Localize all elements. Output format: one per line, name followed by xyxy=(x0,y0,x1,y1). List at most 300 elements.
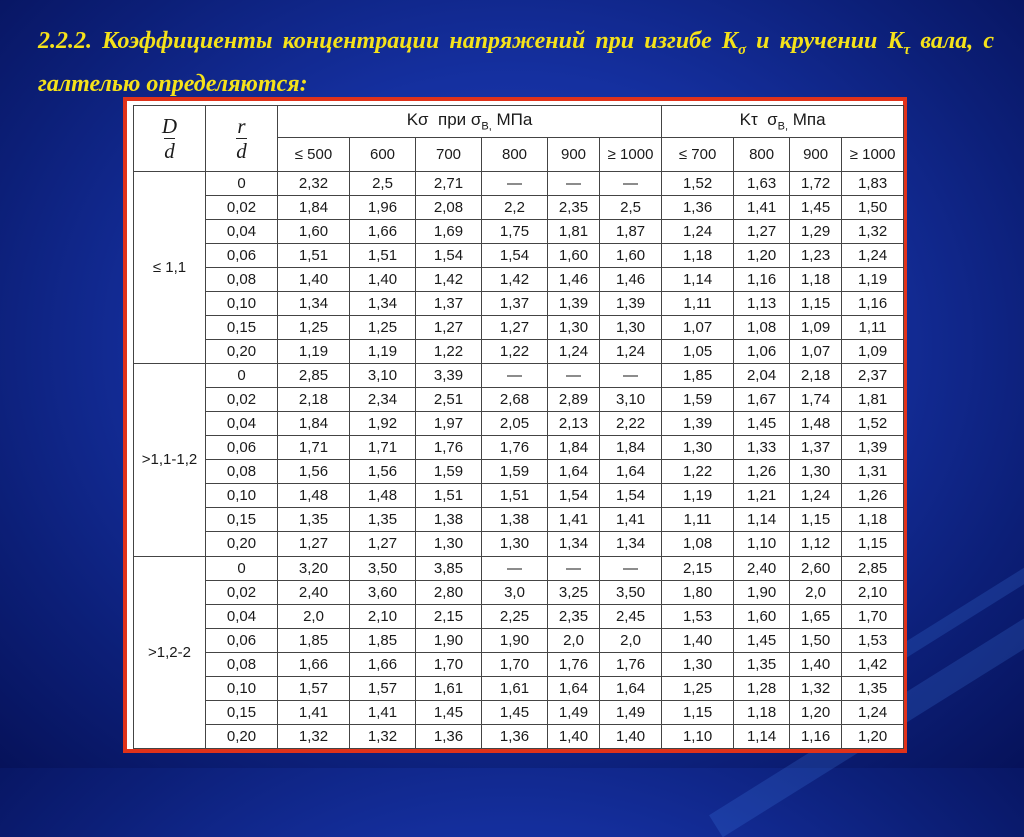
cell-value: 1,40 xyxy=(548,724,600,748)
cell-value: 1,49 xyxy=(548,700,600,724)
cell-value: 1,90 xyxy=(734,580,790,604)
cell-value: 1,48 xyxy=(790,412,842,436)
cell-r-d: 0,20 xyxy=(206,724,278,748)
cell-value: 1,38 xyxy=(416,508,482,532)
cell-value: 1,61 xyxy=(416,676,482,700)
cell-value: 1,32 xyxy=(842,220,904,244)
cell-value: 1,46 xyxy=(600,268,662,292)
table-row xyxy=(134,628,904,652)
cell-value: 1,11 xyxy=(662,508,734,532)
cell-value: 1,45 xyxy=(482,700,548,724)
cell-value: 1,60 xyxy=(548,244,600,268)
cell-value: 1,33 xyxy=(734,436,790,460)
cell-value: — xyxy=(600,556,662,580)
cell-value: 1,42 xyxy=(416,268,482,292)
cell-value: 1,30 xyxy=(662,436,734,460)
cell-value: 1,71 xyxy=(350,436,416,460)
cell-value: 1,59 xyxy=(416,460,482,484)
cell-r-d: 0,10 xyxy=(206,676,278,700)
header-sigma-col: 700 xyxy=(416,138,482,172)
cell-value: 2,10 xyxy=(350,604,416,628)
cell-value: 2,60 xyxy=(790,556,842,580)
cell-value: 1,13 xyxy=(734,292,790,316)
cell-value: 1,52 xyxy=(662,172,734,196)
cell-value: 1,09 xyxy=(842,340,904,364)
cell-value: 1,85 xyxy=(662,364,734,388)
cell-value: 3,0 xyxy=(482,580,548,604)
cell-value: 1,19 xyxy=(842,268,904,292)
header-sigma-col: ≥ 1000 xyxy=(600,138,662,172)
header-sigma-col: 800 xyxy=(482,138,548,172)
cell-value: 1,66 xyxy=(278,652,350,676)
cell-value: 1,30 xyxy=(600,316,662,340)
cell-value: 1,51 xyxy=(482,484,548,508)
cell-value: 1,45 xyxy=(734,412,790,436)
cell-r-d: 0,08 xyxy=(206,652,278,676)
cell-value: 1,27 xyxy=(278,532,350,556)
cell-r-d: 0,06 xyxy=(206,436,278,460)
cell-value: 2,0 xyxy=(600,628,662,652)
cell-r-d: 0,04 xyxy=(206,220,278,244)
table-row xyxy=(134,724,904,748)
cell-value: 2,71 xyxy=(416,172,482,196)
cell-value: 1,26 xyxy=(734,460,790,484)
cell-value: 1,15 xyxy=(662,700,734,724)
cell-value: 2,89 xyxy=(548,388,600,412)
cell-value: 1,42 xyxy=(482,268,548,292)
cell-value: 2,45 xyxy=(600,604,662,628)
cell-value: 2,5 xyxy=(350,172,416,196)
cell-value: 1,27 xyxy=(734,220,790,244)
cell-value: 1,75 xyxy=(482,220,548,244)
cell-value: 2,40 xyxy=(734,556,790,580)
cell-value: 1,32 xyxy=(350,724,416,748)
cell-value: 1,70 xyxy=(482,652,548,676)
cell-value: 2,68 xyxy=(482,388,548,412)
cell-value: 1,59 xyxy=(482,460,548,484)
cell-value: 1,35 xyxy=(350,508,416,532)
cell-value: — xyxy=(482,556,548,580)
cell-value: 1,63 xyxy=(734,172,790,196)
cell-value: 1,36 xyxy=(416,724,482,748)
slide-heading xyxy=(38,24,994,101)
cell-value: 1,56 xyxy=(278,460,350,484)
cell-value: — xyxy=(600,364,662,388)
cell-value: 1,60 xyxy=(278,220,350,244)
cell-value: 1,64 xyxy=(600,676,662,700)
table-row xyxy=(134,484,904,508)
table-row xyxy=(134,556,904,580)
cell-value: 1,27 xyxy=(350,532,416,556)
cell-value: 1,39 xyxy=(842,436,904,460)
cell-value: 1,26 xyxy=(842,484,904,508)
cell-value: 3,20 xyxy=(278,556,350,580)
table-row xyxy=(134,268,904,292)
cell-value: 1,64 xyxy=(548,676,600,700)
cell-value: 2,0 xyxy=(790,580,842,604)
table-row xyxy=(134,340,904,364)
cell-r-d: 0,20 xyxy=(206,532,278,556)
cell-value: 1,36 xyxy=(662,196,734,220)
cell-value: 2,15 xyxy=(662,556,734,580)
cell-value: 1,51 xyxy=(278,244,350,268)
table-row xyxy=(134,388,904,412)
cell-value: 3,25 xyxy=(548,580,600,604)
header-sigma-col: 600 xyxy=(350,138,416,172)
cell-value: 1,76 xyxy=(548,652,600,676)
cell-value: 2,08 xyxy=(416,196,482,220)
cell-value: 1,49 xyxy=(600,700,662,724)
cell-value: 2,34 xyxy=(350,388,416,412)
cell-value: 3,10 xyxy=(350,364,416,388)
cell-value: 3,10 xyxy=(600,388,662,412)
cell-value: 1,50 xyxy=(790,628,842,652)
cell-value: 1,40 xyxy=(350,268,416,292)
cell-value: 1,19 xyxy=(662,484,734,508)
cell-value: 2,2 xyxy=(482,196,548,220)
cell-value: 1,16 xyxy=(734,268,790,292)
cell-value: 1,22 xyxy=(416,340,482,364)
cell-value: 1,61 xyxy=(482,676,548,700)
cell-value: 1,15 xyxy=(790,292,842,316)
table-row xyxy=(134,460,904,484)
cell-value: — xyxy=(548,556,600,580)
cell-value: 2,5 xyxy=(600,196,662,220)
table-row xyxy=(134,244,904,268)
cell-value: 1,06 xyxy=(734,340,790,364)
heading-sub-sigma: σ xyxy=(737,41,747,58)
cell-value: 1,21 xyxy=(734,484,790,508)
cell-value: 2,85 xyxy=(278,364,350,388)
cell-value: 1,42 xyxy=(842,652,904,676)
cell-value: 1,84 xyxy=(278,412,350,436)
header-tau-col: 800 xyxy=(734,138,790,172)
cell-value: 1,37 xyxy=(416,292,482,316)
cell-r-d: 0,15 xyxy=(206,316,278,340)
cell-value: 2,37 xyxy=(842,364,904,388)
cell-value: 1,34 xyxy=(548,532,600,556)
cell-value: 1,19 xyxy=(350,340,416,364)
table-row xyxy=(134,508,904,532)
header-sigma-col: ≤ 500 xyxy=(278,138,350,172)
cell-value: 1,52 xyxy=(842,412,904,436)
cell-value: 1,51 xyxy=(350,244,416,268)
table-row xyxy=(134,196,904,220)
cell-value: 1,27 xyxy=(416,316,482,340)
cell-value: 1,53 xyxy=(662,604,734,628)
cell-value: 2,32 xyxy=(278,172,350,196)
table-row xyxy=(134,676,904,700)
cell-r-d: 0,02 xyxy=(206,196,278,220)
table-row xyxy=(134,172,904,196)
cell-value: 1,25 xyxy=(278,316,350,340)
cell-value: 1,10 xyxy=(662,724,734,748)
cell-value: 1,30 xyxy=(790,460,842,484)
cell-r-d: 0,15 xyxy=(206,508,278,532)
cell-value: 1,11 xyxy=(842,316,904,340)
cell-value: 1,54 xyxy=(482,244,548,268)
cell-value: 1,76 xyxy=(600,652,662,676)
cell-value: 1,11 xyxy=(662,292,734,316)
cell-value: 1,60 xyxy=(600,244,662,268)
cell-value: 1,56 xyxy=(350,460,416,484)
cell-value: 2,10 xyxy=(842,580,904,604)
cell-value: 1,72 xyxy=(790,172,842,196)
cell-value: 2,04 xyxy=(734,364,790,388)
cell-value: 1,18 xyxy=(842,508,904,532)
cell-value: 1,34 xyxy=(600,532,662,556)
cell-value: 1,80 xyxy=(662,580,734,604)
cell-r-d: 0,20 xyxy=(206,340,278,364)
table-row xyxy=(134,412,904,436)
cell-r-d: 0,08 xyxy=(206,268,278,292)
cell-value: 1,45 xyxy=(790,196,842,220)
cell-value: 1,81 xyxy=(548,220,600,244)
cell-value: 1,81 xyxy=(842,388,904,412)
cell-value: 1,65 xyxy=(790,604,842,628)
cell-value: 1,84 xyxy=(548,436,600,460)
cell-value: 1,48 xyxy=(350,484,416,508)
cell-value: 1,28 xyxy=(734,676,790,700)
cell-value: 1,22 xyxy=(482,340,548,364)
cell-value: 2,35 xyxy=(548,604,600,628)
cell-r-d: 0,08 xyxy=(206,460,278,484)
cell-value: 1,92 xyxy=(350,412,416,436)
cell-value: — xyxy=(548,364,600,388)
cell-r-d: 0,04 xyxy=(206,412,278,436)
cell-value: 1,97 xyxy=(416,412,482,436)
cell-value: 1,66 xyxy=(350,652,416,676)
table-row xyxy=(134,652,904,676)
cell-value: 1,18 xyxy=(734,700,790,724)
cell-value: 2,18 xyxy=(278,388,350,412)
cell-value: 2,22 xyxy=(600,412,662,436)
cell-value: 1,08 xyxy=(734,316,790,340)
cell-value: 1,30 xyxy=(482,532,548,556)
cell-value: 1,19 xyxy=(278,340,350,364)
cell-value: 1,24 xyxy=(600,340,662,364)
cell-value: 2,05 xyxy=(482,412,548,436)
cell-value: 1,46 xyxy=(548,268,600,292)
cell-value: — xyxy=(482,172,548,196)
cell-value: 2,0 xyxy=(548,628,600,652)
cell-value: 1,24 xyxy=(842,700,904,724)
cell-r-d: 0,06 xyxy=(206,628,278,652)
cell-value: 1,41 xyxy=(548,508,600,532)
cell-value: 1,64 xyxy=(600,460,662,484)
frac-d: d xyxy=(164,139,175,163)
cell-value: 3,39 xyxy=(416,364,482,388)
cell-value: 1,37 xyxy=(790,436,842,460)
cell-value: 1,57 xyxy=(350,676,416,700)
table-row xyxy=(134,700,904,724)
header-k-tau-group: Kτ $\sigma_{В,}$ Мпа xyxy=(662,106,904,138)
cell-value: 1,09 xyxy=(790,316,842,340)
cell-value: 1,18 xyxy=(790,268,842,292)
cell-value: 1,30 xyxy=(416,532,482,556)
cell-value: 1,10 xyxy=(734,532,790,556)
cell-r-d: 0,06 xyxy=(206,244,278,268)
cell-value: 1,83 xyxy=(842,172,904,196)
frac-r: r xyxy=(237,114,246,138)
table-row xyxy=(134,604,904,628)
header-sigma-col: 900 xyxy=(548,138,600,172)
cell-r-d: 0,04 xyxy=(206,604,278,628)
header-tau-col: ≥ 1000 xyxy=(842,138,904,172)
cell-value: 1,64 xyxy=(548,460,600,484)
cell-value: 1,85 xyxy=(350,628,416,652)
cell-value: 1,20 xyxy=(842,724,904,748)
table-row xyxy=(134,292,904,316)
cell-value: 1,35 xyxy=(734,652,790,676)
cell-value: 1,08 xyxy=(662,532,734,556)
cell-value: 1,53 xyxy=(842,628,904,652)
cell-value: 1,60 xyxy=(734,604,790,628)
cell-value: — xyxy=(600,172,662,196)
cell-value: 1,48 xyxy=(278,484,350,508)
cell-value: 1,05 xyxy=(662,340,734,364)
cell-value: 1,57 xyxy=(278,676,350,700)
cell-r-d: 0,02 xyxy=(206,388,278,412)
cell-value: 1,40 xyxy=(790,652,842,676)
coefficients-table xyxy=(133,105,904,749)
cell-value: 1,25 xyxy=(350,316,416,340)
cell-r-d: 0,10 xyxy=(206,484,278,508)
cell-r-d: 0,02 xyxy=(206,580,278,604)
cell-value: 2,40 xyxy=(278,580,350,604)
group-label-D-d: ≤ 1,1 xyxy=(134,172,206,364)
group-label-D-d: >1,2-2 xyxy=(134,556,206,749)
header-tau-col: 900 xyxy=(790,138,842,172)
group-label-D-d: >1,1-1,2 xyxy=(134,364,206,556)
cell-value: 1,39 xyxy=(662,412,734,436)
cell-value: 1,87 xyxy=(600,220,662,244)
cell-value: 1,25 xyxy=(662,676,734,700)
cell-value: 1,70 xyxy=(842,604,904,628)
cell-r-d: 0 xyxy=(206,172,278,196)
cell-value: 3,50 xyxy=(600,580,662,604)
cell-value: 1,40 xyxy=(662,628,734,652)
cell-value: 1,50 xyxy=(842,196,904,220)
cell-value: 3,50 xyxy=(350,556,416,580)
cell-value: 3,60 xyxy=(350,580,416,604)
cell-value: 1,54 xyxy=(600,484,662,508)
cell-value: 2,35 xyxy=(548,196,600,220)
cell-value: 1,41 xyxy=(350,700,416,724)
frac-d2: d xyxy=(236,139,247,163)
cell-value: 2,85 xyxy=(842,556,904,580)
cell-value: 2,51 xyxy=(416,388,482,412)
cell-value: 1,70 xyxy=(416,652,482,676)
heading-text-middle: и кручении K xyxy=(746,28,904,54)
cell-value: 1,07 xyxy=(662,316,734,340)
cell-value: 1,22 xyxy=(662,460,734,484)
cell-value: 1,24 xyxy=(662,220,734,244)
cell-value: 1,12 xyxy=(790,532,842,556)
cell-value: 1,90 xyxy=(416,628,482,652)
cell-value: 1,15 xyxy=(790,508,842,532)
cell-value: 1,51 xyxy=(416,484,482,508)
cell-value: 2,0 xyxy=(278,604,350,628)
cell-value: 1,39 xyxy=(600,292,662,316)
cell-value: 1,24 xyxy=(842,244,904,268)
cell-r-d: 0,15 xyxy=(206,700,278,724)
cell-value: 1,14 xyxy=(662,268,734,292)
cell-value: 1,59 xyxy=(662,388,734,412)
cell-r-d: 0,10 xyxy=(206,292,278,316)
cell-value: 1,40 xyxy=(600,724,662,748)
cell-value: 1,54 xyxy=(416,244,482,268)
cell-value: 1,37 xyxy=(482,292,548,316)
header-k-sigma-group: Kσ при $\sigma_{В,}$ МПа xyxy=(278,106,662,138)
cell-value: 1,45 xyxy=(416,700,482,724)
cell-value: 1,76 xyxy=(416,436,482,460)
cell-value: 3,85 xyxy=(416,556,482,580)
cell-value: 2,18 xyxy=(790,364,842,388)
cell-value: 1,54 xyxy=(548,484,600,508)
cell-value: 1,30 xyxy=(548,316,600,340)
cell-value: 1,36 xyxy=(482,724,548,748)
cell-value: 1,66 xyxy=(350,220,416,244)
cell-value: 1,14 xyxy=(734,508,790,532)
cell-value: 1,29 xyxy=(790,220,842,244)
cell-value: 1,41 xyxy=(734,196,790,220)
cell-value: 1,20 xyxy=(790,700,842,724)
cell-value: 1,32 xyxy=(790,676,842,700)
header-r-over-d xyxy=(206,106,278,172)
cell-value: 1,27 xyxy=(482,316,548,340)
cell-value: — xyxy=(482,364,548,388)
cell-value: 1,34 xyxy=(350,292,416,316)
cell-value: 1,15 xyxy=(842,532,904,556)
cell-value: 1,85 xyxy=(278,628,350,652)
cell-value: 1,31 xyxy=(842,460,904,484)
cell-value: 1,45 xyxy=(734,628,790,652)
cell-value: 1,76 xyxy=(482,436,548,460)
cell-value: 1,74 xyxy=(790,388,842,412)
cell-r-d: 0 xyxy=(206,364,278,388)
cell-value: 1,16 xyxy=(790,724,842,748)
cell-value: 1,40 xyxy=(278,268,350,292)
cell-value: 1,39 xyxy=(548,292,600,316)
heading-sub-tau: τ xyxy=(903,41,911,58)
table-row xyxy=(134,316,904,340)
cell-value: 2,25 xyxy=(482,604,548,628)
cell-value: 1,20 xyxy=(734,244,790,268)
table-row xyxy=(134,220,904,244)
table-row xyxy=(134,532,904,556)
cell-value: 1,32 xyxy=(278,724,350,748)
frac-D: D xyxy=(161,114,178,138)
cell-value: 1,23 xyxy=(790,244,842,268)
cell-value: 1,07 xyxy=(790,340,842,364)
cell-value: 1,14 xyxy=(734,724,790,748)
cell-value: 1,84 xyxy=(600,436,662,460)
cell-value: 1,71 xyxy=(278,436,350,460)
cell-value: 2,15 xyxy=(416,604,482,628)
cell-value: 1,41 xyxy=(278,700,350,724)
cell-value: 1,84 xyxy=(278,196,350,220)
table-row xyxy=(134,580,904,604)
cell-value: 1,16 xyxy=(842,292,904,316)
cell-value: 1,24 xyxy=(790,484,842,508)
table-row xyxy=(134,364,904,388)
cell-value: 1,34 xyxy=(278,292,350,316)
cell-value: 1,41 xyxy=(600,508,662,532)
table-frame xyxy=(123,97,907,753)
table-row xyxy=(134,436,904,460)
cell-value: 1,30 xyxy=(662,652,734,676)
